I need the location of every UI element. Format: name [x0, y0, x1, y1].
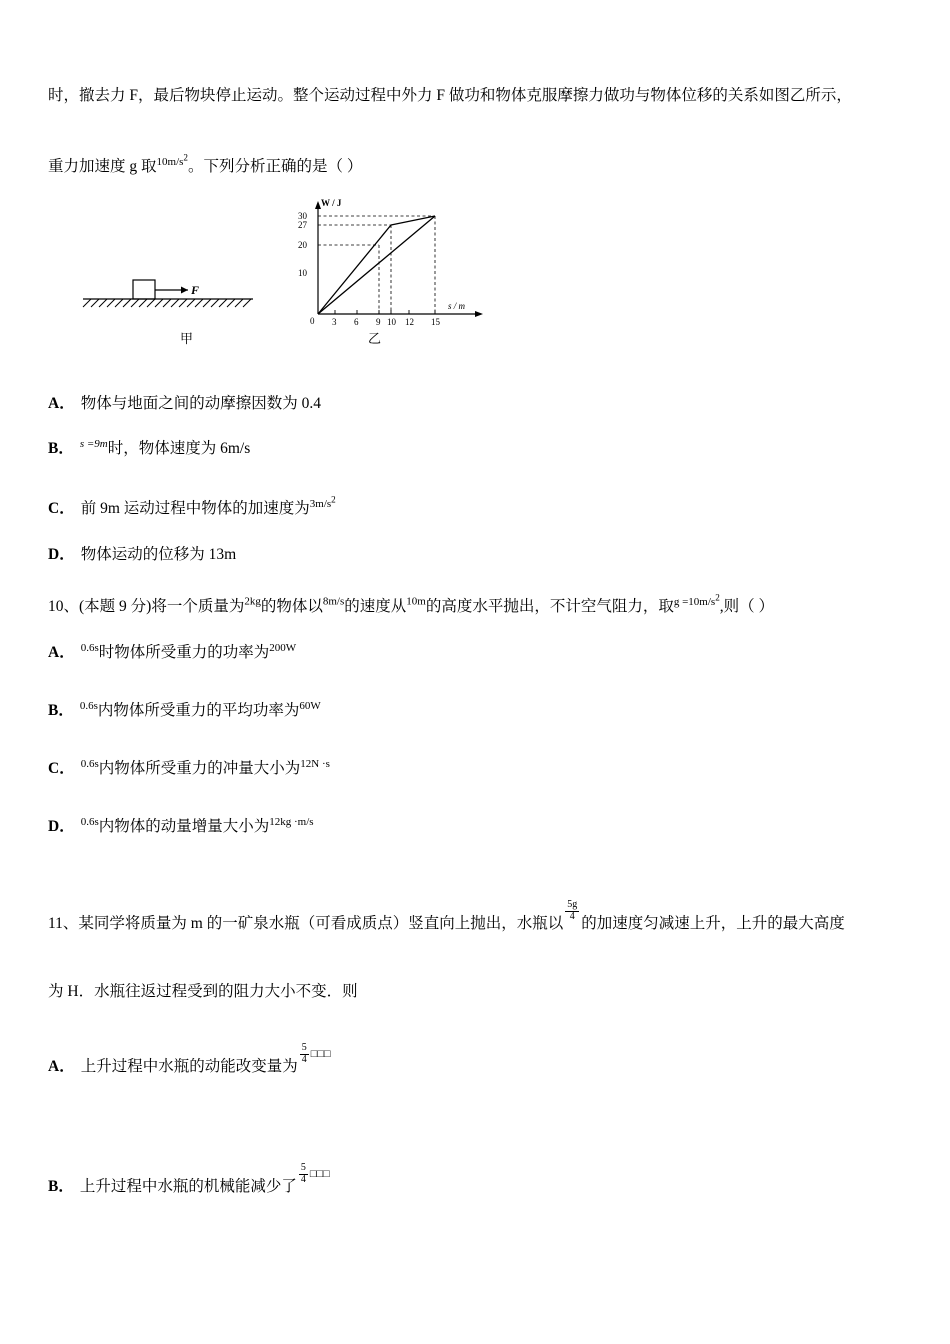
q11-option-a-denominator: 4 [301, 1053, 307, 1065]
q9-option-b-sup: s =9m [79, 438, 108, 450]
q11-option-a [48, 1042, 908, 1079]
q9-option-b [48, 436, 908, 460]
q11-option-b-label: B． [48, 1178, 74, 1195]
paragraph-continuation-line1 [48, 84, 908, 108]
figure-x-tick-3: 3 [332, 317, 337, 326]
q11-option-a-tail: □□□ [310, 1048, 331, 1060]
q9-option-c-sup [309, 494, 336, 510]
q10-option-b-value: 60W [299, 700, 321, 712]
q10-stem-p4: 的高度水平抛出，不计空气阻力，取 [425, 597, 674, 615]
q10-stem-p5: ,则（ ） [719, 597, 775, 615]
q10-option-d-label: D． [48, 818, 75, 836]
figure-jia-label: 甲 [180, 331, 194, 346]
q9-option-d-text: 物体运动的位移为 13m [80, 546, 237, 563]
q11-option-a-fraction [300, 1043, 309, 1065]
q9-option-d-label: D． [48, 546, 75, 563]
q11-stem-line2 [48, 980, 928, 1004]
q9-option-b-text: 时，物体速度为 6m/s [107, 440, 251, 458]
gravity-value: 10m/s [156, 155, 184, 168]
gravity-value-sup [156, 152, 188, 168]
q11-acceleration-fraction [565, 900, 579, 922]
q11-option-b-tail: □□□ [309, 1168, 330, 1180]
q11-stem-p1: 11、某同学将质量为 m 的一矿泉水瓶（可看成质点）竖直向上抛出，水瓶以 [48, 915, 564, 932]
q11-option-a-text: 上升过程中水瓶的动能改变量为 [80, 1058, 298, 1075]
figure-x-tick-9: 9 [376, 317, 381, 326]
q10-stem-p1: 10、(本题 9 分)将一个质量为 [48, 597, 245, 615]
figure-y-tick-30: 30 [298, 211, 307, 221]
q11-option-b-numerator: 5 [300, 1162, 306, 1173]
q9-option-a [48, 392, 908, 415]
figure-x-axis-label: s / m [448, 301, 466, 311]
q10-option-a-label: A． [48, 644, 75, 662]
q10-option-a-time: 0.6s [80, 642, 99, 654]
q11-stem-line1 [48, 899, 928, 936]
q9-option-c-sup-value: 3m/s [309, 497, 332, 510]
q10-height-value: 10m [406, 595, 426, 608]
figure-yi-label: 乙 [368, 331, 382, 346]
q11-stem-line2-text: 为 H．水瓶往返过程受到的阻力大小不变．则 [48, 983, 358, 1000]
q10-option-d [48, 814, 908, 838]
q10-gravity-value-exp: 2 [715, 592, 720, 602]
q10-option-b-text: 内物体所受重力的平均功率为 [97, 702, 300, 720]
q10-option-a-text: 时物体所受重力的功率为 [98, 644, 270, 662]
figure-y-tick-10: 10 [298, 268, 307, 278]
q10-stem-p3: 的速度从 [344, 597, 407, 615]
q9-option-c-text: 前 9m 运动过程中物体的加速度为 [80, 499, 310, 517]
q10-option-d-text: 内物体的动量增量大小为 [98, 818, 270, 836]
q11-option-b-denominator: 4 [300, 1173, 306, 1185]
q11-acceleration-denominator: 4 [569, 910, 575, 922]
figure-y-tick-27: 27 [298, 220, 307, 230]
q11-option-a-numerator: 5 [301, 1042, 307, 1053]
q10-option-b [48, 698, 908, 722]
q9-option-b-label: B． [48, 440, 74, 458]
q9-option-c [48, 493, 908, 520]
q10-stem-p2: 的物体以 [260, 597, 323, 615]
q10-option-c-label: C． [48, 760, 75, 778]
figure-force-label: F [191, 283, 200, 297]
figure-x-tick-10: 10 [387, 317, 396, 326]
q10-option-d-time: 0.6s [80, 816, 99, 828]
q10-stem [48, 590, 928, 619]
top-text-line2-pre: 重力加速度 g 取 [48, 157, 157, 175]
q10-gravity-value-text: g =10m/s [673, 595, 716, 608]
top-text-line1: 时，撤去力 F，最后物块停止运动。整个运动过程中外力 F 做功和物体克服摩擦力做功与物体位移的关系如图乙所示， [48, 87, 852, 104]
figure-jia-diagram [78, 251, 278, 321]
q11-option-a-label: A． [48, 1058, 75, 1075]
q10-option-a [48, 640, 908, 664]
q11-option-b [48, 1162, 908, 1199]
q10-option-d-value: 12kg ·m/s [269, 816, 314, 828]
q10-option-c-time: 0.6s [80, 758, 99, 770]
q10-option-a-value: 200W [269, 642, 297, 654]
q10-velocity-value: 8m/s [322, 595, 345, 608]
q11-option-b-text: 上升过程中水瓶的机械能减少了 [79, 1178, 297, 1195]
q10-option-c-text: 内物体所受重力的冲量大小为 [98, 760, 301, 778]
q11-acceleration-numerator: 5g [567, 899, 578, 910]
q9-option-d [48, 543, 908, 566]
paragraph-continuation-line2 [48, 150, 908, 179]
q9-option-a-label: A． [48, 395, 75, 412]
q10-mass-value: 2kg [244, 595, 261, 608]
q10-option-b-time: 0.6s [79, 700, 98, 712]
figure-x-tick-12: 12 [405, 317, 414, 326]
gravity-value-exponent: 2 [183, 152, 188, 162]
top-text-line2-post: 。下列分析正确的是（ ） [188, 157, 363, 175]
q10-option-b-label: B． [48, 702, 74, 720]
figure-origin-label: 0 [310, 316, 315, 326]
q10-option-c [48, 756, 908, 780]
q9-option-a-text: 物体与地面之间的动摩擦因数为 0.4 [80, 395, 321, 412]
q9-option-c-sup-exp: 2 [331, 494, 336, 504]
q11-stem-p2: 的加速度匀减速上升，上升的最大高度 [581, 915, 845, 932]
q9-option-c-label: C． [48, 499, 75, 517]
figure-y-tick-20: 20 [298, 240, 307, 250]
q10-gravity-value [673, 592, 720, 608]
q11-option-b-fraction [299, 1163, 308, 1185]
figure-x-tick-15: 15 [431, 317, 440, 326]
q10-option-c-value: 12N ·s [300, 758, 330, 770]
figure-block [48, 196, 478, 356]
figure-y-axis-label: W / J [321, 198, 342, 208]
figure-yi-chart [288, 196, 498, 326]
figure-x-tick-6: 6 [354, 317, 359, 326]
